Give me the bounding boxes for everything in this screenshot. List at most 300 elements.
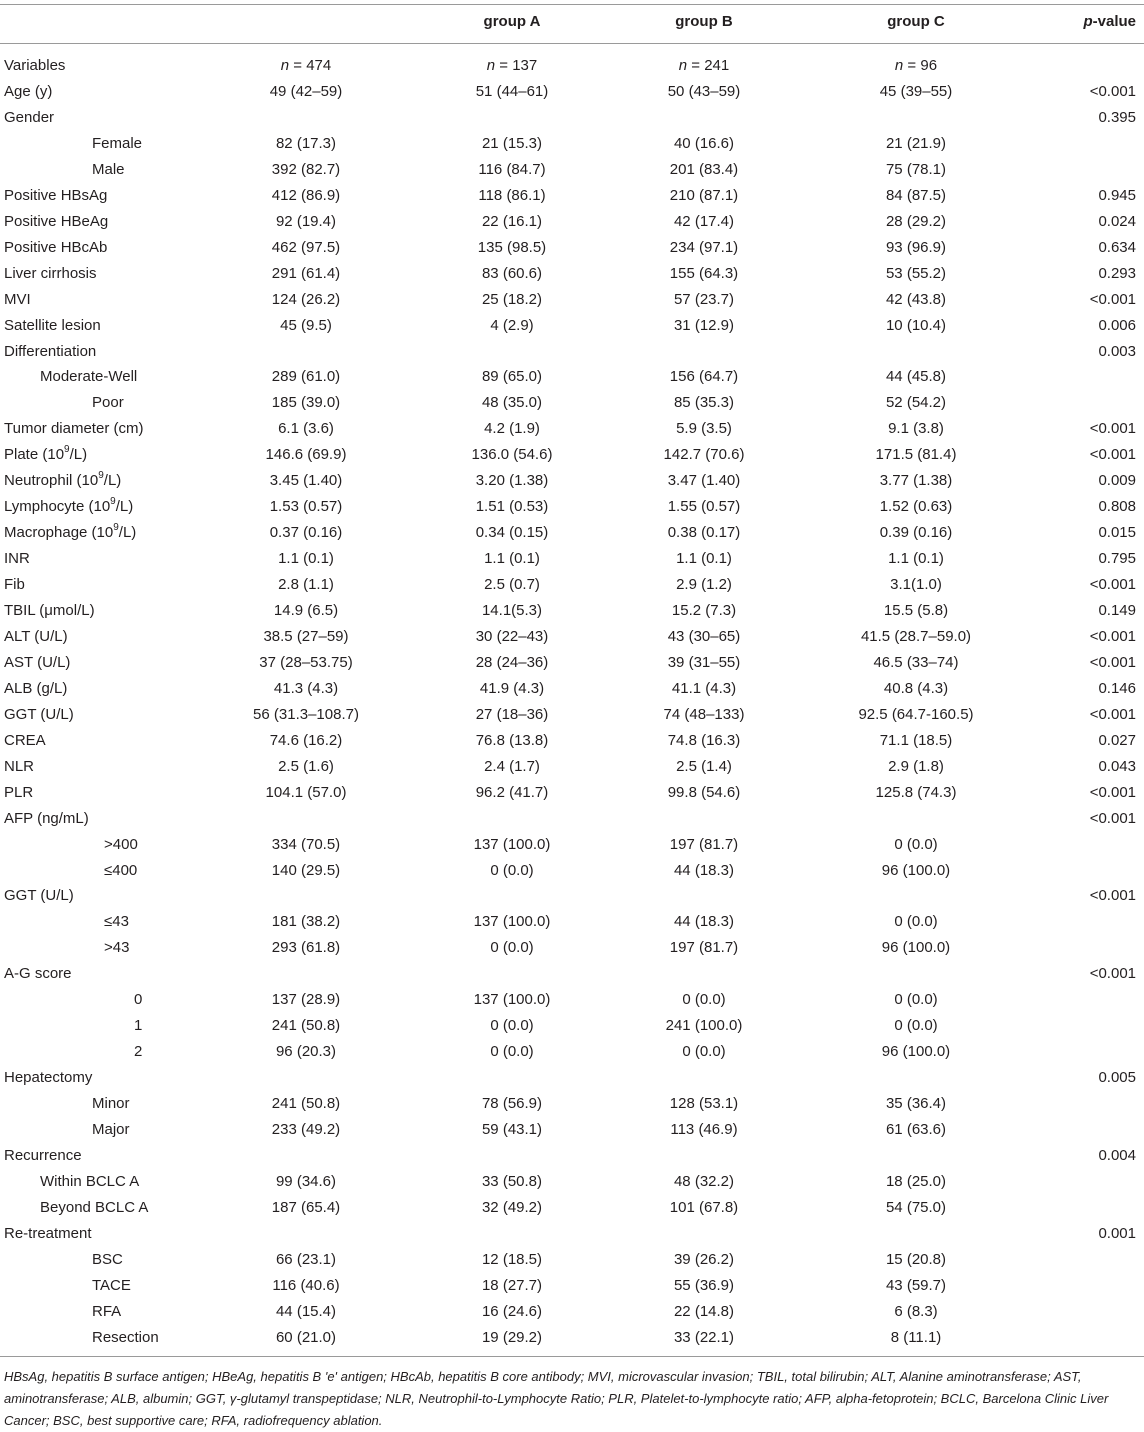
cell-all: 233 (49.2) <box>271 1121 341 1138</box>
row-label: Tumor diameter (cm) <box>4 420 144 438</box>
cell-group-a: 19 (29.2) <box>481 1328 543 1346</box>
cell-group-b: 128 (53.1) <box>669 1095 739 1113</box>
cell-group-a: 1.51 (0.53) <box>475 498 549 516</box>
top-rule <box>0 4 1144 5</box>
cell-all: 289 (61.0) <box>271 368 341 386</box>
row-label: Within BCLC A <box>40 1172 140 1190</box>
table-row <box>0 390 1144 416</box>
row-label: 2 <box>134 1043 143 1061</box>
row-label: INR <box>4 550 30 568</box>
bottom-rule <box>0 1356 1144 1357</box>
cell-group-c: 46.5 (33–74) <box>873 653 959 671</box>
cell-group-c: 41.5 (28.7–59.0) <box>860 627 972 645</box>
cell-group-a: 4.2 (1.9) <box>484 420 540 438</box>
cell-all: 37 (28–53.75) <box>259 653 353 671</box>
table-row <box>0 520 1144 546</box>
cell-all: 41.3 (4.3) <box>273 679 339 697</box>
cell-p-value: <0.001 <box>1089 965 1136 983</box>
row-label: PLR <box>4 783 34 801</box>
table-row <box>0 235 1144 261</box>
row-label: Satellite lesion <box>4 316 101 334</box>
table-row <box>0 1143 1144 1169</box>
cell-group-c: 28 (29.2) <box>885 212 947 230</box>
cell-group-a: 137 (100.0) <box>473 991 551 1009</box>
row-label: ≤400 <box>104 861 138 879</box>
table-row <box>0 1065 1144 1091</box>
cell-group-b: 0 (0.0) <box>682 991 726 1009</box>
cell-group-c: 171.5 (81.4) <box>875 446 957 464</box>
cell-group-c: 1.1 (0.1) <box>888 550 944 568</box>
cell-all: 181 (38.2) <box>271 913 341 931</box>
cell-group-b: 1.1 (0.1) <box>676 550 732 568</box>
cell-all: 74.6 (16.2) <box>269 731 343 749</box>
row-label: Positive HBsAg <box>4 186 108 204</box>
cell-p-value: 0.005 <box>1098 1069 1136 1087</box>
cell-group-b: 48 (32.2) <box>673 1172 735 1190</box>
cell-p-value: 0.003 <box>1098 342 1136 360</box>
cell-group-c: 3.1(1.0) <box>890 576 942 594</box>
cell-group-a: 0 (0.0) <box>490 1043 534 1061</box>
cell-all: 1.1 (0.1) <box>278 550 334 568</box>
cell-all: 6.1 (3.6) <box>278 420 334 438</box>
cell-group-b: 22 (14.8) <box>673 1302 735 1320</box>
row-label: Major <box>92 1121 130 1138</box>
row-label: Hepatectomy <box>4 1069 93 1087</box>
cell-group-a: 3.20 (1.38) <box>475 472 549 490</box>
cell-group-b: 5.9 (3.5) <box>676 420 732 438</box>
table-row <box>0 105 1144 131</box>
cell-group-c: 92.5 (64.7-160.5) <box>858 705 974 723</box>
cell-group-c: 8 (11.1) <box>890 1328 942 1346</box>
table-row <box>0 728 1144 754</box>
table-row <box>0 961 1144 987</box>
cell-group-a: 136.0 (54.6) <box>471 446 553 464</box>
cell-group-a: 137 (100.0) <box>473 835 551 853</box>
cell-p-value: 0.808 <box>1098 498 1136 516</box>
counts-row <box>0 53 1144 79</box>
table-row <box>0 442 1144 468</box>
cell-group-a: 41.9 (4.3) <box>479 679 545 697</box>
row-label: A-G score <box>4 965 72 983</box>
table-row <box>0 157 1144 183</box>
cell-group-c: 45 (39–55) <box>879 83 953 100</box>
cell-group-b: 2.9 (1.2) <box>676 576 732 594</box>
cell-group-b: 55 (36.9) <box>673 1276 735 1294</box>
cell-group-c: 0.39 (0.16) <box>879 524 953 542</box>
header-group-b: group B <box>675 13 733 30</box>
table-row <box>0 650 1144 676</box>
cell-p-value: <0.001 <box>1089 420 1136 438</box>
cell-all: 124 (26.2) <box>271 290 341 308</box>
cell-all: 38.5 (27–59) <box>263 627 349 645</box>
table-row <box>0 935 1144 961</box>
cell-group-a: 59 (43.1) <box>481 1121 543 1138</box>
row-label: BSC <box>92 1250 123 1268</box>
table-row <box>0 79 1144 105</box>
cell-group-a: 21 (15.3) <box>481 134 543 152</box>
cell-p-value: 0.009 <box>1098 472 1136 490</box>
cell-p-value: 0.795 <box>1098 550 1136 568</box>
row-label: ALB (g/L) <box>4 679 68 697</box>
header-group-c: group C <box>887 13 945 30</box>
row-label: Poor <box>92 394 124 412</box>
cell-group-c: 43 (59.7) <box>885 1276 947 1294</box>
table-row <box>0 468 1144 494</box>
cell-group-a: 83 (60.6) <box>481 264 543 282</box>
cell-group-c: 61 (63.6) <box>885 1121 947 1138</box>
cell-group-c: 125.8 (74.3) <box>875 783 957 801</box>
cell-all: 140 (29.5) <box>271 861 341 879</box>
row-label: >400 <box>104 835 138 853</box>
cell-group-b: 42 (17.4) <box>673 212 735 230</box>
cell-group-b: 39 (26.2) <box>673 1250 735 1268</box>
cell-group-b: 15.2 (7.3) <box>671 602 737 619</box>
cell-p-value: 0.027 <box>1098 731 1136 749</box>
cell-all: 66 (23.1) <box>275 1250 337 1268</box>
row-label: Recurrence <box>4 1146 82 1164</box>
cell-p-value: <0.001 <box>1089 809 1136 827</box>
cell-p-value: 0.024 <box>1098 212 1136 230</box>
table-row <box>0 987 1144 1013</box>
cell-p-value: 0.293 <box>1098 264 1136 282</box>
header-row <box>0 9 1144 35</box>
cell-group-b: 40 (16.6) <box>673 134 735 152</box>
cell-group-b: 44 (18.3) <box>673 861 735 879</box>
cell-all: 0.37 (0.16) <box>269 524 343 542</box>
row-label: TACE <box>92 1276 131 1294</box>
cell-all: 334 (70.5) <box>271 835 341 853</box>
cell-group-b: 0 (0.0) <box>682 1043 726 1061</box>
cell-all: 185 (39.0) <box>271 394 341 412</box>
cell-all: 2.8 (1.1) <box>278 576 334 594</box>
table-row <box>0 1273 1144 1299</box>
cell-group-a: 12 (18.5) <box>481 1250 543 1268</box>
variables-label: Variables <box>4 57 66 74</box>
cell-p-value: 0.004 <box>1098 1146 1136 1164</box>
p-value-suffix: -value <box>1092 13 1136 30</box>
cell-group-b: 234 (97.1) <box>669 238 739 256</box>
cell-group-b: 156 (64.7) <box>669 368 739 386</box>
cell-all: 1.53 (0.57) <box>269 498 343 516</box>
row-label: 0 <box>134 991 143 1009</box>
cell-all: 137 (28.9) <box>271 991 341 1009</box>
cell-all: 241 (50.8) <box>271 1095 341 1113</box>
table-row <box>0 702 1144 728</box>
cell-group-a: 137 (100.0) <box>473 913 551 931</box>
row-label: Beyond BCLC A <box>40 1198 149 1216</box>
row-label: Gender <box>4 108 55 126</box>
cell-group-c: 0 (0.0) <box>894 1017 938 1035</box>
cell-group-b: 241 (100.0) <box>665 1017 743 1035</box>
cell-all: 99 (34.6) <box>275 1172 337 1190</box>
cell-group-c: 40.8 (4.3) <box>883 679 949 697</box>
cell-all: 462 (97.5) <box>271 238 341 256</box>
cell-all: 92 (19.4) <box>275 212 337 230</box>
cell-p-value: 0.015 <box>1098 524 1136 542</box>
cell-all: 96 (20.3) <box>275 1043 337 1061</box>
cell-group-a: 89 (65.0) <box>481 368 543 386</box>
cell-group-c: 15 (20.8) <box>885 1250 947 1268</box>
table-row <box>0 676 1144 702</box>
cell-group-a: 2.5 (0.7) <box>484 576 540 594</box>
table-row <box>0 494 1144 520</box>
row-label: Liver cirrhosis <box>4 264 97 282</box>
row-label: >43 <box>104 939 130 957</box>
table-row <box>0 1299 1144 1325</box>
cell-group-b: 99.8 (54.6) <box>667 783 741 801</box>
cell-group-b: 50 (43–59) <box>667 83 741 100</box>
table-row <box>0 313 1144 339</box>
row-label: CREA <box>4 731 46 749</box>
cell-group-b: 113 (46.9) <box>670 1121 738 1138</box>
row-label: AST (U/L) <box>4 653 71 671</box>
table-row <box>0 1091 1144 1117</box>
cell-group-c: 53 (55.2) <box>885 264 947 282</box>
cell-all: 44 (15.4) <box>275 1302 337 1320</box>
row-label: Neutrophil $(10^9/L)$ <box>4 470 122 490</box>
table-row <box>0 546 1144 572</box>
cell-group-a: 28 (24–36) <box>475 653 549 671</box>
table-row <box>0 1221 1144 1247</box>
cell-group-b: 31 (12.9) <box>673 316 735 334</box>
table-row <box>0 598 1144 624</box>
cell-group-b: 101 (67.8) <box>669 1198 739 1216</box>
cell-all: 3.45 (1.40) <box>269 472 343 490</box>
row-label: Age (y) <box>4 83 53 100</box>
table-row <box>0 1325 1144 1351</box>
cell-all: 82 (17.3) <box>275 134 337 152</box>
cell-group-c: 84 (87.5) <box>885 186 947 204</box>
cell-all: 60 (21.0) <box>275 1328 337 1346</box>
cell-group-a: 0.34 (0.15) <box>475 524 549 542</box>
table-row <box>0 754 1144 780</box>
table-row <box>0 1195 1144 1221</box>
cell-group-b: 39 (31–55) <box>667 653 741 671</box>
row-label: TBIL (μmol/L) <box>4 602 95 619</box>
cell-group-b: 3.47 (1.40) <box>667 472 741 490</box>
table-row <box>0 1169 1144 1195</box>
cell-group-c: 2.9 (1.8) <box>888 757 944 775</box>
header-p-value <box>1083 9 1136 35</box>
row-label: RFA <box>92 1302 122 1320</box>
cell-group-b: 74.8 (16.3) <box>667 731 741 749</box>
cell-group-b: 57 (23.7) <box>673 290 735 308</box>
cell-group-c: 15.5 (5.8) <box>883 602 949 619</box>
cell-group-b: 44 (18.3) <box>673 913 735 931</box>
cell-group-a: 14.1(5.3) <box>481 602 543 619</box>
cell-group-c: 21 (21.9) <box>885 134 947 152</box>
cell-group-a: 76.8 (13.8) <box>475 731 549 749</box>
cell-group-a: 96.2 (41.7) <box>475 783 549 801</box>
cell-group-a: 30 (22–43) <box>475 627 549 645</box>
cell-group-a: 1.1 (0.1) <box>484 550 540 568</box>
cell-group-c: 0 (0.0) <box>894 913 938 931</box>
cell-group-c: 3.77 (1.38) <box>879 472 953 490</box>
cell-all: 293 (61.8) <box>271 939 341 957</box>
cell-all: 241 (50.8) <box>271 1017 341 1035</box>
table-row <box>0 416 1144 442</box>
row-label: 1 <box>134 1017 143 1035</box>
table-row <box>0 832 1144 858</box>
cell-group-a: 4 (2.9) <box>490 316 534 334</box>
row-label: Macrophage $(10^9/L)$ <box>4 522 137 542</box>
cell-p-value: 0.146 <box>1098 679 1136 697</box>
cell-group-c: 0 (0.0) <box>894 835 938 853</box>
row-label: Male <box>92 160 125 178</box>
row-label: Moderate-Well <box>40 368 138 386</box>
row-label: ALT (U/L) <box>4 627 68 645</box>
cell-p-value: <0.001 <box>1089 83 1136 100</box>
row-label: AFP (ng/mL) <box>4 809 89 827</box>
cell-p-value: <0.001 <box>1089 576 1136 594</box>
cell-p-value: <0.001 <box>1089 446 1136 464</box>
table-row <box>0 858 1144 884</box>
cell-group-b: 1.55 (0.57) <box>667 498 741 516</box>
cell-group-a: 0 (0.0) <box>490 1017 534 1035</box>
table-row <box>0 883 1144 909</box>
count-group-b: n = 241 <box>678 57 730 74</box>
cell-group-a: 32 (49.2) <box>481 1198 543 1216</box>
row-label: Plate $(10^9/L)$ <box>4 444 88 464</box>
row-label: Re-treatment <box>4 1224 92 1242</box>
cell-group-a: 116 (84.7) <box>478 160 546 178</box>
cell-group-b: 41.1 (4.3) <box>671 679 737 697</box>
cell-group-b: 197 (81.7) <box>669 835 739 853</box>
table-row <box>0 572 1144 598</box>
cell-group-a: 25 (18.2) <box>481 290 543 308</box>
cell-p-value: <0.001 <box>1089 887 1136 905</box>
table-row <box>0 364 1144 390</box>
cell-all: 146.6 (69.9) <box>265 446 347 464</box>
cell-all: 45 (9.5) <box>280 316 332 334</box>
cell-all: 392 (82.7) <box>271 160 341 178</box>
row-label: Minor <box>92 1095 130 1113</box>
cell-group-c: 6 (8.3) <box>894 1302 938 1320</box>
table-row <box>0 1247 1144 1273</box>
cell-group-a: 33 (50.8) <box>481 1172 543 1190</box>
table-row <box>0 1117 1144 1143</box>
table-row <box>0 624 1144 650</box>
table-footnote: HBsAg, hepatitis B surface antigen; HBeAg, hepatitis B 'e' antigen; HBcAb, hepatitis B core antibody; MVI, microvascular invasion; TBIL, total bilirubin; ALT, Alanine aminotransferase; AST, aminotransferase; ALB, albumin; GGT, γ-glutamyl transpeptidase; NLR, Neutrophil-to-Lymphocyte Ratio; PLR, Platelet-to-lymphocyte ratio; AFP, alpha-fetoprotein; BCLC, Barcelona Clinic Liver Cancer; BSC, best supportive care; RFA, radiofrequency ablation. <box>4 1369 1109 1428</box>
cell-group-a: 78 (56.9) <box>481 1095 543 1113</box>
cell-group-a: 18 (27.7) <box>481 1276 543 1294</box>
p-value-italic: p <box>1083 13 1093 30</box>
cell-p-value: <0.001 <box>1089 783 1136 801</box>
cell-group-a: 0 (0.0) <box>490 939 534 957</box>
header-group-a: group A <box>483 13 541 30</box>
cell-group-b: 142.7 (70.6) <box>663 446 745 464</box>
header-rule <box>0 43 1144 44</box>
cell-group-a: 135 (98.5) <box>477 238 547 256</box>
cell-all: 412 (86.9) <box>271 186 341 204</box>
cell-group-c: 35 (36.4) <box>885 1095 947 1113</box>
row-label: GGT (U/L) <box>4 705 74 723</box>
cell-group-c: 18 (25.0) <box>885 1172 947 1190</box>
table-row <box>0 131 1144 157</box>
cell-p-value: <0.001 <box>1089 653 1136 671</box>
cell-all: 291 (61.4) <box>271 264 341 282</box>
cell-group-b: 85 (35.3) <box>673 394 735 412</box>
cell-p-value: 0.043 <box>1098 757 1136 775</box>
cell-group-c: 9.1 (3.8) <box>888 420 944 438</box>
row-label: Resection <box>92 1328 159 1346</box>
cell-group-a: 27 (18–36) <box>475 705 549 723</box>
cell-all: 187 (65.4) <box>271 1198 341 1216</box>
cell-group-b: 201 (83.4) <box>669 160 739 178</box>
cell-p-value: 0.945 <box>1098 186 1136 204</box>
cell-all: 2.5 (1.6) <box>278 757 334 775</box>
count-all: n = 474 <box>280 57 332 74</box>
table-row <box>0 287 1144 313</box>
cell-group-c: 71.1 (18.5) <box>879 731 953 749</box>
table-row <box>0 183 1144 209</box>
row-label: MVI <box>4 290 31 308</box>
cell-group-a: 0 (0.0) <box>490 861 534 879</box>
table-row <box>0 1013 1144 1039</box>
count-group-c: n = 96 <box>894 57 938 74</box>
cell-group-b: 210 (87.1) <box>669 186 739 204</box>
cell-p-value: 0.634 <box>1098 238 1136 256</box>
count-group-a: n = 137 <box>486 57 538 74</box>
cell-group-b: 43 (30–65) <box>667 627 741 645</box>
row-label: NLR <box>4 757 35 775</box>
cell-p-value: <0.001 <box>1089 290 1136 308</box>
cell-group-c: 0 (0.0) <box>894 991 938 1009</box>
cell-p-value: 0.006 <box>1098 316 1136 334</box>
cell-group-a: 48 (35.0) <box>481 394 543 412</box>
cell-group-c: 10 (10.4) <box>885 316 947 334</box>
row-label: Fib <box>4 576 25 594</box>
cell-all: 14.9 (6.5) <box>273 602 339 619</box>
cell-group-b: 0.38 (0.17) <box>667 524 741 542</box>
cell-all: 49 (42–59) <box>269 83 343 100</box>
cell-group-a: 118 (86.1) <box>478 186 546 204</box>
cell-group-a: 16 (24.6) <box>481 1302 543 1320</box>
cell-group-c: 96 (100.0) <box>881 939 951 957</box>
cell-group-c: 96 (100.0) <box>881 1043 951 1061</box>
cell-p-value: 0.149 <box>1098 602 1136 619</box>
row-label: Differentiation <box>4 342 97 360</box>
row-label: Positive HBeAg <box>4 212 109 230</box>
cell-group-c: 93 (96.9) <box>885 238 947 256</box>
cell-p-value: 0.001 <box>1098 1224 1136 1242</box>
cell-group-b: 33 (22.1) <box>673 1328 735 1346</box>
cell-group-b: 74 (48–133) <box>663 705 745 723</box>
cell-group-a: 2.4 (1.7) <box>484 757 540 775</box>
cell-group-c: 1.52 (0.63) <box>879 498 953 516</box>
table-row <box>0 780 1144 806</box>
cell-group-c: 75 (78.1) <box>885 160 947 178</box>
cell-group-c: 96 (100.0) <box>881 861 951 879</box>
cell-p-value: <0.001 <box>1089 705 1136 723</box>
row-label: Positive HBcAb <box>4 238 108 256</box>
cell-group-b: 2.5 (1.4) <box>676 757 732 775</box>
row-label: Lymphocyte $(10^9/L)$ <box>4 496 134 516</box>
table-row <box>0 909 1144 935</box>
cell-group-c: 52 (54.2) <box>885 394 947 412</box>
cell-p-value: <0.001 <box>1089 627 1136 645</box>
cell-all: 56 (31.3–108.7) <box>253 705 359 723</box>
cell-all: 104.1 (57.0) <box>265 783 347 801</box>
table-row <box>0 1039 1144 1065</box>
row-label: ≤43 <box>104 913 129 931</box>
cell-group-b: 197 (81.7) <box>669 939 739 957</box>
cell-p-value: 0.395 <box>1098 108 1136 126</box>
cell-group-a: 51 (44–61) <box>475 83 549 100</box>
table-row <box>0 339 1144 365</box>
table-row <box>0 806 1144 832</box>
row-label: GGT (U/L) <box>4 887 74 905</box>
